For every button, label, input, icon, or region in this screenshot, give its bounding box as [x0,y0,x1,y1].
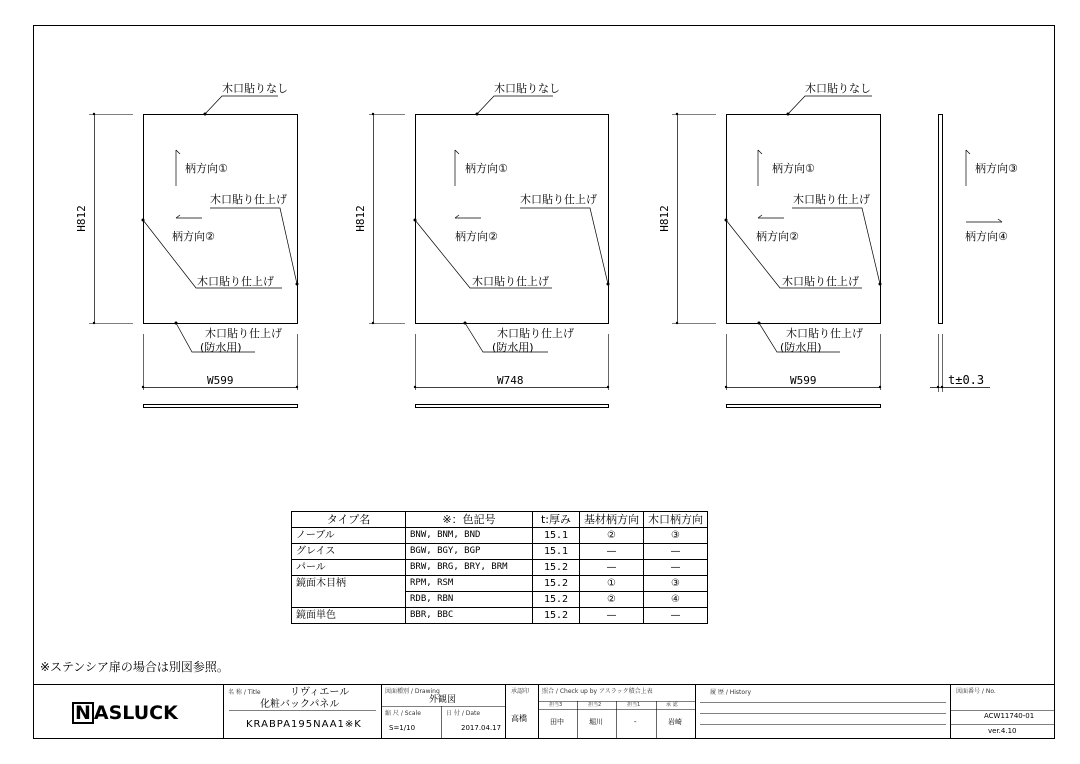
edge-finish-label-diag: 木口貼り仕上げ [472,275,549,288]
cell-colors: RDB, RBN [406,592,533,608]
edge-finish-label-bottom: 木口貼り仕上げ [497,327,574,340]
checker-3: - [634,718,637,726]
panel-edge-view [144,405,298,408]
header-thickness: t:厚み [533,512,580,528]
panel-view-2 [369,96,609,408]
cell-type [292,592,406,608]
panel-outline [416,115,609,324]
cell-type: グレイス [292,544,406,560]
company-logo [72,702,178,724]
check-col-1: 担当3 [549,702,563,708]
cell-thickness: 15.1 [533,528,580,544]
logo-text: ASLUCK [93,702,178,724]
logo-n-mark: N [72,702,94,724]
approval-caption: 承認印 [511,688,530,695]
cell-base-grain: — [580,544,644,560]
header-colors: ※：色記号 [406,512,533,528]
cell-thickness: 15.2 [533,576,580,592]
edge-finish-label-right: 木口貼り仕上げ [793,193,870,206]
checker-2: 堀川 [589,718,603,726]
top-label: 木口貼りなし [222,82,288,95]
table-row [292,592,708,608]
grain-direction-1-label: 柄方向① [185,162,228,175]
side-view [930,115,1002,393]
edge-finish-label-diag: 木口貼り仕上げ [782,275,859,288]
height-dimension: H812 [353,205,367,232]
edge-finish-label-bottom: 木口貼り仕上げ [786,327,863,340]
waterproof-label: (防水用) [200,341,242,354]
cell-colors: RPM, RSM [406,576,533,592]
waterproof-label: (防水用) [492,341,534,354]
cell-base-grain: ② [580,528,644,544]
cell-base-grain: — [580,608,644,624]
width-dimension: W599 [207,374,234,387]
drawing-frame [34,26,1055,739]
scale-value: S=1/10 [389,724,416,732]
drawing-type: 外観図 [429,695,457,705]
thickness-dimension: t±0.3 [948,373,985,387]
check-col-3: 担当1 [627,702,641,708]
drawing-number-caption: 図面番号 / No. [956,688,996,695]
side-section [939,115,943,324]
width-dimension: W599 [790,374,817,387]
scale-caption: 縮 尺 / Scale [385,710,421,717]
grain-direction-2-label: 柄方向② [172,230,215,243]
leader-right [210,208,297,284]
cell-type: 鏡面木目柄 [292,576,406,592]
cell-colors: BBR, BBC [406,608,533,624]
grain-direction-3-label: 柄方向③ [975,162,1018,175]
panel-edge-view [416,405,609,408]
history-caption: 履 歴 / History [710,689,752,696]
date-value: 2017.04.17 [461,724,502,732]
model-number: KRABPA195NAA1※K [246,719,362,730]
top-label: 木口貼りなし [494,82,560,95]
cell-colors: BRW, BRG, BRY, BRM [406,560,533,576]
cell-edge-grain: — [644,544,708,560]
table-row [292,608,708,624]
cell-thickness: 15.2 [533,592,580,608]
product-series: リヴィエール [290,687,350,698]
panel-outline [727,115,881,324]
stencia-note: ※ステンシア扉の場合は別図参照。 [40,660,229,674]
cell-thickness: 15.2 [533,560,580,576]
checker-1: 田中 [550,718,564,726]
top-label: 木口貼りなし [805,82,871,95]
cell-base-grain: ① [580,576,644,592]
header-type: タイプ名 [292,512,406,528]
panel-view-3 [672,96,881,408]
width-dimension: W748 [497,374,524,387]
height-dimension: H812 [74,205,88,232]
drawing-caption: 図面種別 / Drawing [385,688,440,695]
header-edge-grain: 木口柄方向 [644,512,708,528]
check-caption: 照合 / Check up by アスラック積合上表 [542,688,653,695]
cell-edge-grain: ③ [644,528,708,544]
panel-outline [144,115,298,324]
edge-finish-label-right: 木口貼り仕上げ [520,193,597,206]
spec-table [291,511,708,624]
edge-finish-label-diag: 木口貼り仕上げ [197,275,274,288]
cell-colors: BGW, BGY, BGP [406,544,533,560]
leader-top [205,96,278,114]
grain-direction-2-label: 柄方向② [455,230,498,243]
table-row [292,544,708,560]
cell-edge-grain: ③ [644,576,708,592]
height-dimension: H812 [657,205,671,232]
edge-finish-label-bottom: 木口貼り仕上げ [205,327,282,340]
grain-direction-1-label: 柄方向① [772,162,815,175]
table-row [292,560,708,576]
version: ver.4.10 [988,727,1017,735]
cell-thickness: 15.2 [533,608,580,624]
grain-direction-4-label: 柄方向④ [965,230,1008,243]
edge-finish-label-right: 木口貼り仕上げ [210,193,287,206]
approver-name: 高橋 [511,714,527,723]
cell-type: パール [292,560,406,576]
table-header-row [292,512,708,528]
check-col-2: 担当2 [588,702,602,708]
grain-direction-1-label: 柄方向① [465,162,508,175]
grain-direction-2-label: 柄方向② [756,230,799,243]
cell-base-grain: ② [580,592,644,608]
cell-edge-grain: — [644,560,708,576]
cell-type: 鏡面単色 [292,608,406,624]
checker-4: 岩崎 [668,718,682,726]
cell-base-grain: — [580,560,644,576]
cell-edge-grain: — [644,608,708,624]
panel-edge-view [727,405,881,408]
table-row [292,576,708,592]
waterproof-label: (防水用) [780,341,822,354]
product-name: 化粧バックパネル [260,699,340,710]
title-caption: 名 称 / Title [228,689,261,696]
cell-type: ノーブル [292,528,406,544]
cell-thickness: 15.1 [533,544,580,560]
drawing-number: ACW11740-01 [984,712,1035,720]
table-row [292,528,708,544]
header-base-grain: 基材柄方向 [580,512,644,528]
cell-edge-grain: ④ [644,592,708,608]
date-caption: 日 付 / Date [446,710,481,717]
cell-colors: BNW, BNM, BND [406,528,533,544]
check-col-4: 承 認 [666,702,678,708]
panel-view-1 [89,96,298,408]
